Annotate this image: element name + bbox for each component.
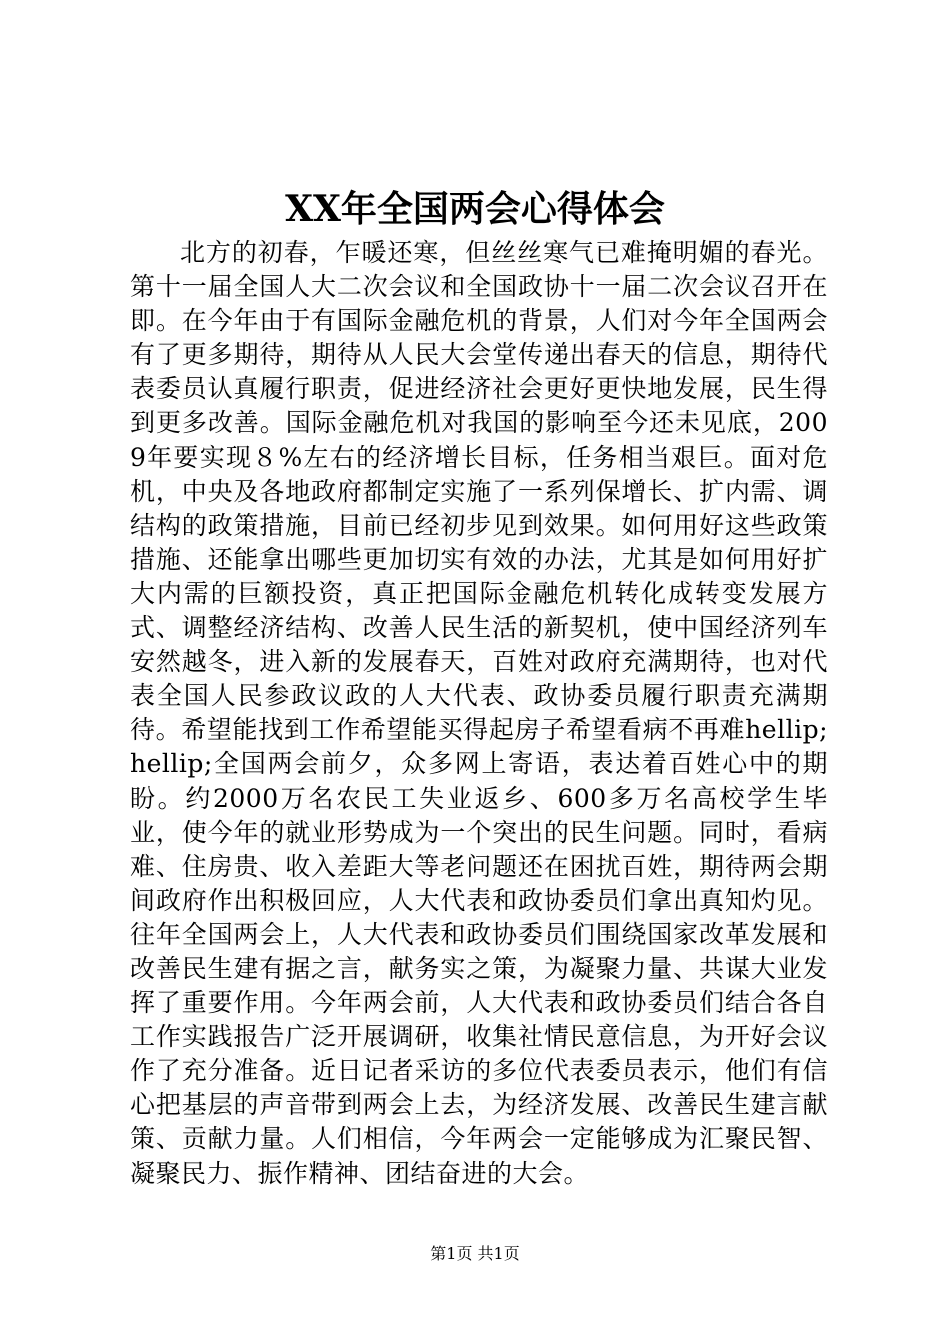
document-body-paragraph: 北方的初春，乍暖还寒，但丝丝寒气已难掩明媚的春光。第十一届全国人大二次会议和全国政协十一届二次会议召开在即。在今年由于有国际金融危机的背景，人们对今年全国两会有了更多期待，期待从人民大会堂传递出春天的信息，期待代表委员认真履行职责，促进经济社会更好更快地发展，民生得到更多改善。国际金融危机对我国的影响至今还未见底，2009年要实现８%左右的经济增长目标，任务相当艰巨。面对危机，中央及各地政府都制定实施了一系列保增长、扩内需、调结构的政策措施，目前已经初步见到效果。如何用好这些政策措施、还能拿出哪些更加切实有效的办法，尤其是如何用好扩大内需的巨额投资，真正把国际金融危机转化成转变发展方式、调整经济结构、改善人民生活的新契机，使中国经济列车安然越冬，进入新的发展春天，百姓对政府充满期待，也对代表全国人民参政议政的人大代表、政协委员履行职责充满期待。希望能找到工作希望能买得起房子希望看病不再难hellip;hellip;全国两会前夕，众多网上寄语，表达着百姓心中的期盼。约2000万名农民工失业返乡、600多万名高校学生毕业，使今年的就业形势成为一个突出的民生问题。同时，看病难、住房贵、收入差距大等老问题还在困扰百姓，期待两会期间政府作出积极回应，人大代表和政协委员们拿出真知灼见。往年全国两会上，人大代表和政协委员们围绕国家改革发展和改善民生建有据之言，献务实之策，为凝聚力量、共谋大业发挥了重要作用。今年两会前，人大代表和政协委员们结合各自工作实践报告广泛开展调研，收集社情民意信息，为开好会议作了充分准备。近日记者采访的多位代表委员表示，他们有信心把基层的声音带到两会上去，为经济发展、改善民生建言献策、贡献力量。人们相信，今年两会一定能够成为汇聚民智、凝聚民力、振作精神、团结奋进的大会。 (130, 238, 828, 1188)
page-number-footer: 第1页 共1页 (430, 1244, 520, 1263)
document-title: XX年全国两会心得体会 (285, 188, 665, 230)
